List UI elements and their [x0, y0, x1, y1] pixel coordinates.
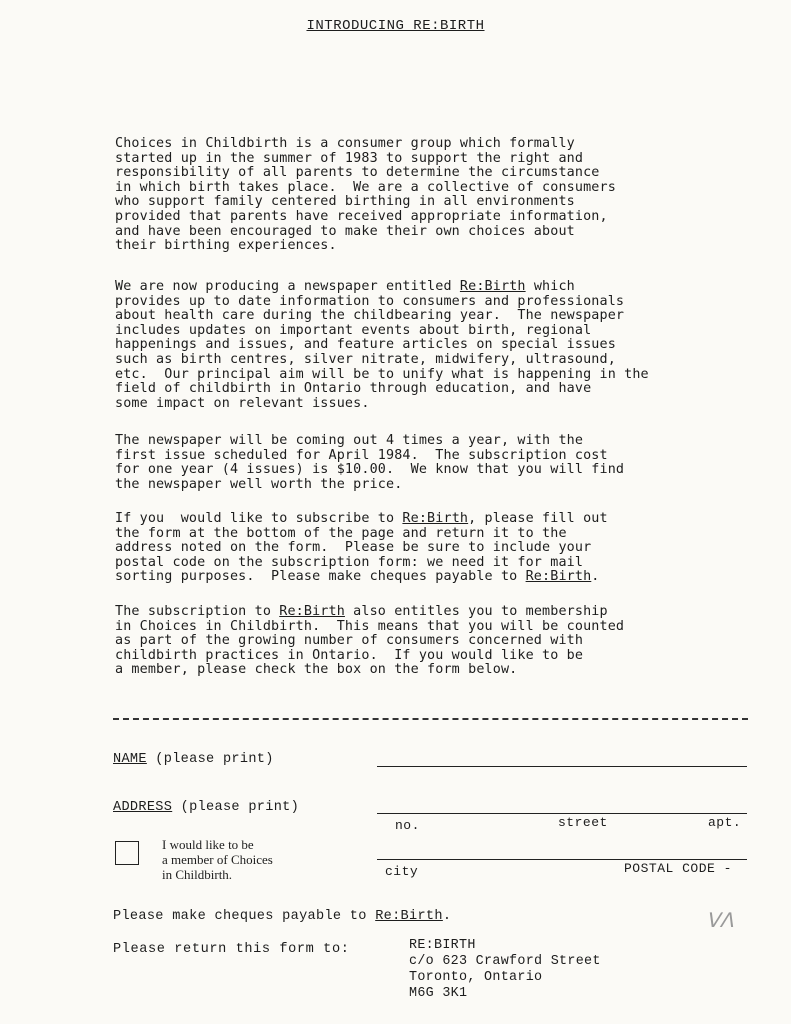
name-field[interactable]	[377, 766, 747, 767]
text-line: We are now producing a newspaper entitled Re:Birth which	[115, 279, 575, 294]
text-line: address noted on the form. Please be sure to include your	[115, 540, 592, 556]
text-line: their birthing experiences.	[115, 238, 337, 254]
text-line: the newspaper well worth the price.	[115, 476, 403, 492]
intro-paragraph	[115, 137, 745, 254]
text-line: postal code on the subscription form: we need it for mail	[115, 554, 584, 570]
newspaper-paragraph	[115, 280, 745, 411]
cheques-instruction	[113, 909, 451, 924]
handwritten-mark: ᐯᐱ	[706, 908, 734, 932]
return-label: Please return this form to:	[113, 942, 350, 957]
membership-paragraph	[115, 605, 745, 678]
text-line: includes updates on important events about birth, regional	[115, 322, 592, 338]
schedule-paragraph	[115, 434, 745, 492]
no-label: no.	[395, 818, 420, 833]
text-line: in Choices in Childbirth. This means that you will be counted	[115, 618, 625, 634]
name-label-text: NAME	[113, 752, 147, 767]
text-line: childbirth practices in Ontario. If you would like to be	[115, 647, 584, 663]
text-line: first issue scheduled for April 1984. The subscription cost	[115, 447, 608, 463]
text-line: about health care during the childbearing year. The newspaper	[115, 308, 625, 324]
address-field[interactable]	[377, 813, 747, 814]
text-line: a member, please check the box on the form below.	[115, 662, 518, 678]
text-line: sorting purposes. Please make cheques payable to Re:Birth.	[115, 569, 600, 585]
text-line: started up in the summer of 1983 to support the right and	[115, 150, 584, 166]
name-label	[113, 752, 274, 767]
text-line: provides up to date information to consumers and professionals	[115, 293, 625, 309]
text-line: in which birth takes place. We are a collective of consumers	[115, 179, 616, 195]
text-line: some impact on relevant issues.	[115, 395, 370, 411]
membership-checkbox-label: I would like to be a member of Choices in Childbirth.	[162, 837, 273, 882]
name-hint: (please print)	[146, 752, 274, 767]
text-line: such as birth centres, silver nitrate, midwifery, ultrasound,	[115, 351, 616, 367]
text-line: The subscription to Re:Birth also entitles you to membership	[115, 604, 608, 619]
text-line: If you would like to subscribe to Re:Birth, please fill out	[115, 511, 608, 526]
address-label-text: ADDRESS	[113, 800, 173, 815]
text-line: as part of the growing number of consumers concerned with	[115, 633, 584, 649]
text-line: Choices in Childbirth is a consumer group which formally	[115, 136, 575, 151]
text-line: The newspaper will be coming out 4 times a year, with the	[115, 433, 584, 448]
title-text: INTRODUCING RE:BIRTH	[306, 18, 485, 34]
text-line: for one year (4 issues) is $10.00. We know that you will find	[115, 462, 625, 478]
apt-label: apt.	[708, 815, 742, 830]
dash-mark: -	[715, 861, 732, 876]
postal-code-text: POSTAL CODE	[624, 861, 716, 876]
address-hint: (please print)	[172, 800, 300, 815]
text-line: etc. Our principal aim will be to unify what is happening in the	[115, 366, 649, 382]
membership-checkbox[interactable]	[115, 841, 139, 865]
city-postal-field[interactable]	[377, 859, 747, 860]
cut-line	[113, 718, 748, 720]
city-label: city	[385, 864, 419, 879]
text-line: responsibility of all parents to determine the circumstance	[115, 165, 600, 181]
street-label: street	[558, 815, 608, 830]
return-address: RE:BIRTH c/o 623 Crawford Street Toronto, Ontario M6G 3K1	[409, 938, 601, 1001]
page-title	[0, 18, 791, 34]
cheques-end: .	[442, 909, 452, 924]
text-line: who support family centered birthing in all environments	[115, 194, 575, 210]
text-line: the form at the bottom of the page and return it to the	[115, 525, 567, 541]
text-line: field of childbirth in Ontario through education, and have	[115, 381, 592, 397]
address-label	[113, 800, 299, 815]
text-line: happenings and issues, and feature articles on special issues	[115, 337, 616, 353]
text-line: and have been encouraged to make their own choices about	[115, 223, 575, 239]
text-line: provided that parents have received appropriate information,	[115, 208, 608, 224]
cheques-payee: Re:Birth	[375, 909, 443, 924]
postal-code-label	[624, 861, 732, 876]
cheques-text: Please make cheques payable to	[113, 909, 376, 924]
subscribe-paragraph	[115, 512, 745, 585]
